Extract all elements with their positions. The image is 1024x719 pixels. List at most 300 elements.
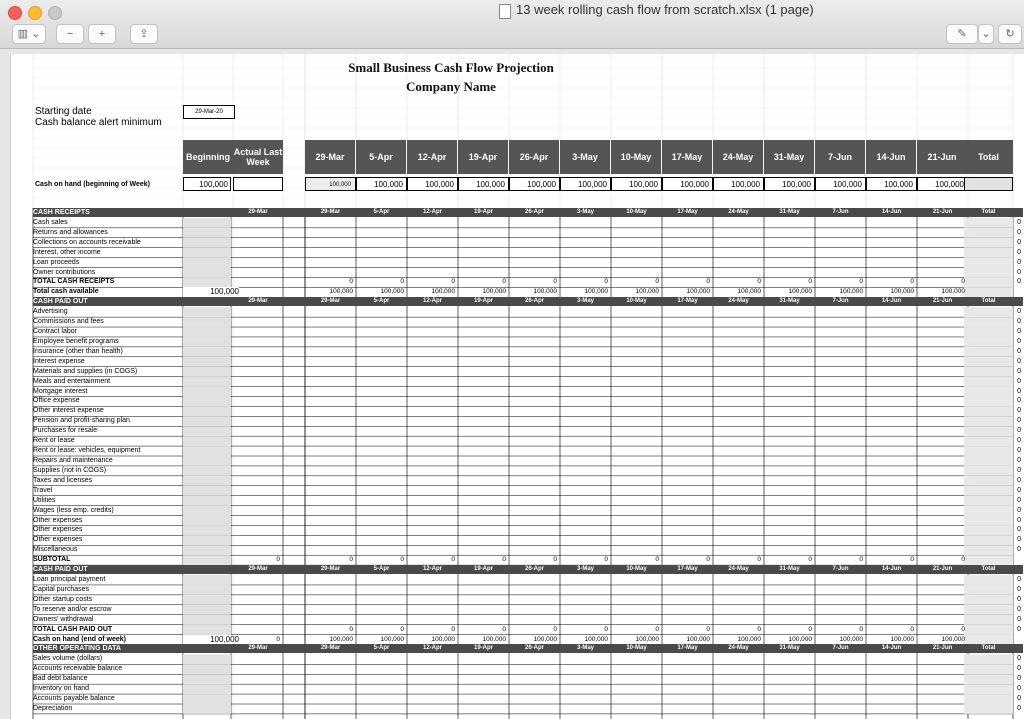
shaded-cell bbox=[183, 416, 231, 426]
row-label: Rent or lease: vehicles, equipment bbox=[33, 447, 141, 455]
shaded-cell bbox=[964, 516, 1013, 526]
shaded-cell bbox=[183, 406, 231, 416]
row-label: Materials and supplies (in COGS) bbox=[33, 367, 138, 375]
section-header-date: 5-Apr bbox=[373, 298, 390, 305]
rotate-button[interactable]: ↻ bbox=[998, 24, 1022, 44]
row-label: SUBTOTAL bbox=[33, 556, 71, 564]
shaded-cell bbox=[183, 476, 231, 486]
shaded-cell bbox=[183, 694, 231, 704]
zoom-window-button[interactable] bbox=[48, 6, 62, 20]
shaded-cell bbox=[964, 327, 1013, 337]
row-label: Owners' withdrawal bbox=[33, 615, 94, 623]
row-total-value: 0 bbox=[1017, 496, 1021, 504]
section-header-label: OTHER OPERATING DATA bbox=[33, 645, 121, 653]
row-week-value: 0 bbox=[604, 625, 608, 633]
section-header-date: 19-Apr bbox=[473, 298, 493, 305]
shaded-cell bbox=[183, 377, 231, 387]
starting-date-label: Starting date bbox=[35, 106, 92, 117]
row-label: Meals and entertainment bbox=[33, 377, 111, 385]
section-header-date: 26-Apr bbox=[524, 645, 544, 652]
row-label: TOTAL CASH PAID OUT bbox=[33, 625, 113, 633]
shaded-cell bbox=[964, 377, 1013, 387]
row-label: Total cash available bbox=[33, 288, 99, 296]
shaded-cell bbox=[183, 387, 231, 397]
sidebar-toggle-button[interactable]: ▥ ⌄ bbox=[12, 24, 46, 44]
shaded-cell bbox=[964, 436, 1013, 446]
row-label: Purchases for resale bbox=[33, 427, 98, 435]
shaded-cell bbox=[964, 347, 1013, 357]
row-total-value: 0 bbox=[1017, 655, 1021, 663]
section-header-date: 10-May bbox=[626, 209, 647, 215]
shaded-cell bbox=[183, 466, 231, 476]
shaded-cell bbox=[183, 228, 231, 238]
shaded-cell bbox=[183, 486, 231, 496]
shaded-cell bbox=[964, 525, 1013, 535]
row-label: Returns and allowances bbox=[33, 228, 108, 236]
cash-on-hand-week: 100,000 bbox=[407, 177, 458, 191]
row-label: Advertising bbox=[33, 308, 68, 316]
section-header-date: 21-Jun bbox=[932, 645, 953, 652]
row-week-value: 0 bbox=[502, 625, 506, 633]
col-actual-header: Actual Last Week bbox=[233, 140, 283, 174]
row-week-value: 100,000 bbox=[890, 635, 914, 643]
section-header-total: Total bbox=[981, 209, 996, 215]
row-week-value: 100,000 bbox=[788, 635, 812, 643]
company-name: Company Name bbox=[406, 79, 496, 94]
close-window-button[interactable] bbox=[8, 6, 22, 20]
row-label: Travel bbox=[33, 486, 53, 494]
shaded-cell bbox=[183, 436, 231, 446]
row-week-value: 0 bbox=[757, 625, 761, 633]
section-header-date: 26-Apr bbox=[524, 209, 544, 215]
section-header-date: 14-Jun bbox=[881, 645, 902, 652]
row-total-value: 0 bbox=[1017, 615, 1021, 623]
cash-on-hand-beginning: 100,000 bbox=[183, 177, 231, 191]
row-week-value: 0 bbox=[400, 625, 404, 633]
row-week-value: 100,000 bbox=[890, 288, 914, 296]
row-total-value: 0 bbox=[1017, 466, 1021, 474]
row-week-value: 0 bbox=[910, 556, 914, 564]
row-week-value: 0 bbox=[910, 278, 914, 286]
row-week-value: 100,000 bbox=[788, 288, 812, 296]
row-label: Taxes and licenses bbox=[33, 476, 93, 484]
row-label: Other expenses bbox=[33, 516, 83, 524]
row-total-value: 0 bbox=[1017, 457, 1021, 464]
shaded-cell bbox=[964, 466, 1013, 476]
row-week-value: 100,000 bbox=[482, 288, 506, 296]
row-label: Repairs and maintenance bbox=[33, 457, 113, 464]
row-week-value: 0 bbox=[655, 625, 659, 633]
row-label: Insurance (other than health) bbox=[33, 347, 123, 355]
section-header-date: 24-May bbox=[728, 298, 749, 305]
row-total-value: 0 bbox=[1017, 526, 1021, 534]
starting-date-cell: 29-Mar-20 bbox=[183, 105, 235, 119]
section-header-actual-date: 29-Mar bbox=[248, 298, 268, 305]
markup-button[interactable]: ✎ bbox=[946, 24, 978, 44]
row-label: Other expenses bbox=[33, 536, 83, 544]
section-header-date: 21-Jun bbox=[932, 566, 953, 573]
zoom-out-button[interactable]: − bbox=[56, 24, 84, 44]
shaded-cell bbox=[183, 595, 231, 605]
section-header-date: 19-Apr bbox=[473, 645, 493, 652]
section-header-actual-date: 29-Mar bbox=[248, 209, 268, 215]
section-header-date: 5-Apr bbox=[373, 566, 390, 573]
row-label: Mortgage interest bbox=[33, 387, 88, 395]
row-week-value: 100,000 bbox=[635, 288, 659, 296]
row-total-value: 0 bbox=[1017, 328, 1021, 336]
row-week-value: 0 bbox=[859, 278, 863, 286]
row-week-value: 100,000 bbox=[737, 635, 761, 643]
cash-on-hand-week: 100,000 bbox=[764, 177, 815, 191]
shaded-cell bbox=[183, 367, 231, 377]
shaded-cell bbox=[964, 506, 1013, 516]
minimize-window-button[interactable] bbox=[28, 6, 42, 20]
row-actual-value: 0 bbox=[276, 556, 280, 564]
row-week-value: 0 bbox=[859, 556, 863, 564]
section-header-total: Total bbox=[981, 645, 996, 652]
shaded-cell bbox=[183, 396, 231, 406]
row-total-value: 0 bbox=[1017, 278, 1021, 286]
section-header-date: 10-May bbox=[626, 645, 647, 652]
week-header: 14-Jun bbox=[866, 140, 916, 174]
section-header-label: CASH PAID OUT bbox=[33, 566, 88, 574]
document-icon bbox=[499, 4, 511, 19]
shaded-cell bbox=[964, 486, 1013, 496]
week-header: 21-Jun bbox=[917, 140, 967, 174]
section-header-date: 19-Apr bbox=[473, 209, 493, 215]
shaded-cell bbox=[183, 218, 231, 228]
share-button[interactable]: ⇪ bbox=[130, 24, 158, 44]
section-header-date: 21-Jun bbox=[932, 298, 953, 305]
shaded-cell bbox=[964, 684, 1013, 694]
shaded-cell bbox=[964, 674, 1013, 684]
section-header-total: Total bbox=[981, 298, 996, 305]
row-week-value: 0 bbox=[502, 278, 506, 286]
row-week-value: 0 bbox=[961, 278, 965, 286]
week-header: 10-May bbox=[611, 140, 661, 174]
row-week-value: 0 bbox=[553, 556, 557, 564]
week-header: 24-May bbox=[713, 140, 763, 174]
shaded-cell bbox=[964, 287, 1013, 297]
row-week-value: 0 bbox=[349, 278, 353, 286]
week-header: 29-Mar bbox=[305, 140, 355, 174]
row-week-value: 0 bbox=[553, 625, 557, 633]
section-header-date: 26-Apr bbox=[524, 566, 544, 573]
row-total-value: 0 bbox=[1017, 218, 1021, 226]
section-header-date: 17-May bbox=[677, 298, 698, 305]
shaded-cell bbox=[964, 357, 1013, 367]
shaded-cell bbox=[964, 387, 1013, 397]
shaded-cell bbox=[183, 585, 231, 595]
row-total-value: 0 bbox=[1017, 248, 1021, 256]
shaded-cell bbox=[964, 694, 1013, 704]
shaded-cell bbox=[183, 277, 231, 287]
row-total-value: 0 bbox=[1017, 397, 1021, 405]
row-label: Employee benefit programs bbox=[33, 337, 119, 345]
row-total-value: 0 bbox=[1017, 407, 1021, 415]
row-total-value: 0 bbox=[1017, 318, 1021, 326]
shaded-cell bbox=[964, 277, 1013, 287]
row-week-value: 0 bbox=[808, 556, 812, 564]
row-week-value: 0 bbox=[859, 625, 863, 633]
row-label: Capital purchases bbox=[33, 585, 90, 593]
row-label: Sales volume (dollars) bbox=[33, 655, 103, 663]
section-header-date: 7-Jun bbox=[832, 566, 849, 573]
section-header-date: 3-May bbox=[576, 645, 594, 652]
row-week-value: 0 bbox=[400, 556, 404, 564]
shaded-cell bbox=[183, 347, 231, 357]
row-week-value: 0 bbox=[604, 278, 608, 286]
shaded-cell bbox=[183, 337, 231, 347]
row-label: Other startup costs bbox=[33, 595, 93, 603]
section-header-date: 29-Mar bbox=[320, 298, 341, 305]
section-header-date: 29-Mar bbox=[320, 566, 341, 573]
shaded-cell bbox=[964, 704, 1013, 714]
shaded-cell bbox=[964, 585, 1013, 595]
shaded-cell bbox=[964, 238, 1013, 248]
row-label: Office expense bbox=[33, 397, 80, 405]
cash-on-hand-week: 100,000 bbox=[560, 177, 611, 191]
week-header: 12-Apr bbox=[407, 140, 457, 174]
section-header-date: 17-May bbox=[677, 566, 698, 573]
row-total-value: 0 bbox=[1017, 447, 1021, 455]
shaded-cell bbox=[964, 456, 1013, 466]
row-total-value: 0 bbox=[1017, 665, 1021, 673]
row-label: Owner contributions bbox=[33, 268, 96, 276]
section-header-date: 17-May bbox=[677, 645, 698, 652]
section-header-actual-date: 29-Mar bbox=[248, 645, 268, 652]
row-week-value: 100,000 bbox=[839, 635, 863, 643]
section-header-date: 24-May bbox=[728, 209, 749, 215]
row-label: Interest expense bbox=[33, 357, 85, 365]
row-total-value: 0 bbox=[1017, 625, 1021, 633]
row-total-value: 0 bbox=[1017, 685, 1021, 693]
row-total-value: 0 bbox=[1017, 486, 1021, 494]
row-total-value: 0 bbox=[1017, 675, 1021, 683]
row-total-value: 0 bbox=[1017, 705, 1021, 712]
shaded-cell bbox=[183, 674, 231, 684]
shaded-cell bbox=[183, 625, 231, 635]
shaded-cell bbox=[964, 258, 1013, 268]
shaded-cell bbox=[964, 337, 1013, 347]
sheet-title: Small Business Cash Flow Projection bbox=[348, 60, 554, 75]
section-header-date: 24-May bbox=[728, 645, 749, 652]
shaded-cell bbox=[183, 664, 231, 674]
row-week-value: 100,000 bbox=[941, 288, 965, 296]
col-total-header: Total bbox=[964, 140, 1013, 174]
section-header-total: Total bbox=[981, 566, 996, 573]
shaded-cell bbox=[964, 605, 1013, 615]
row-week-value: 100,000 bbox=[380, 635, 404, 643]
cash-on-hand-week: 100,000 bbox=[815, 177, 866, 191]
row-week-value: 0 bbox=[451, 625, 455, 633]
row-total-value: 0 bbox=[1017, 546, 1021, 554]
shaded-cell bbox=[183, 545, 231, 555]
row-week-value: 100,000 bbox=[941, 635, 965, 643]
row-total-value: 0 bbox=[1017, 377, 1021, 385]
shaded-cell bbox=[183, 248, 231, 258]
section-header-date: 12-Apr bbox=[422, 298, 442, 305]
row-label: Wages (less emp. credits) bbox=[33, 506, 114, 514]
row-total-value: 0 bbox=[1017, 337, 1021, 345]
row-week-value: 100,000 bbox=[431, 288, 455, 296]
row-label: Commissions and fees bbox=[33, 318, 104, 326]
row-week-value: 0 bbox=[502, 556, 506, 564]
row-week-value: 0 bbox=[604, 556, 608, 564]
section-header-date: 31-May bbox=[779, 566, 800, 573]
row-begin-value: 100,000 bbox=[183, 287, 239, 297]
section-header-date: 14-Jun bbox=[881, 298, 902, 305]
shaded-cell bbox=[964, 268, 1013, 278]
row-label: Miscellaneous bbox=[33, 546, 78, 554]
row-week-value: 0 bbox=[451, 556, 455, 564]
shaded-cell bbox=[964, 228, 1013, 238]
row-week-value: 0 bbox=[451, 278, 455, 286]
row-total-value: 0 bbox=[1017, 476, 1021, 484]
row-label: Other interest expense bbox=[33, 407, 104, 415]
cash-on-hand-week: 100,000 bbox=[713, 177, 764, 191]
spreadsheet-page bbox=[10, 54, 1024, 719]
row-label: TOTAL CASH RECEIPTS bbox=[33, 278, 115, 286]
cash-on-hand-week: 100,000 bbox=[611, 177, 662, 191]
section-header-date: 12-Apr bbox=[422, 209, 442, 215]
row-week-value: 0 bbox=[349, 556, 353, 564]
shaded-cell bbox=[183, 456, 231, 466]
row-label: Interest, other income bbox=[33, 248, 101, 256]
window-titlebar bbox=[0, 0, 1024, 49]
week-header: 17-May bbox=[662, 140, 712, 174]
cash-on-hand-week-1: 100,000 bbox=[305, 177, 356, 191]
week-header: 26-Apr bbox=[509, 140, 559, 174]
section-header-date: 21-Jun bbox=[932, 209, 953, 215]
shaded-cell bbox=[183, 496, 231, 506]
row-total-value: 0 bbox=[1017, 268, 1021, 276]
section-header-date: 14-Jun bbox=[881, 209, 902, 215]
shaded-cell bbox=[183, 615, 231, 625]
row-total-value: 0 bbox=[1017, 437, 1021, 445]
row-week-value: 0 bbox=[808, 278, 812, 286]
shaded-cell bbox=[964, 595, 1013, 605]
section-header-label: CASH PAID OUT bbox=[33, 298, 88, 306]
shaded-cell bbox=[183, 516, 231, 526]
shaded-cell bbox=[964, 396, 1013, 406]
cash-on-hand-week: 100,000 bbox=[458, 177, 509, 191]
markup-menu-button[interactable]: ⌄ bbox=[978, 24, 994, 44]
shaded-cell bbox=[183, 446, 231, 456]
shaded-cell bbox=[183, 654, 231, 664]
row-label: Cash sales bbox=[33, 218, 68, 226]
shaded-cell bbox=[964, 575, 1013, 585]
row-week-value: 100,000 bbox=[839, 288, 863, 296]
shaded-cell bbox=[183, 605, 231, 615]
section-header-date: 29-Mar bbox=[320, 209, 341, 215]
row-week-value: 100,000 bbox=[329, 635, 353, 643]
row-label: To reserve and/or escrow bbox=[33, 605, 112, 613]
section-header-date: 17-May bbox=[677, 209, 698, 215]
row-label: Accounts receivable balance bbox=[33, 665, 123, 673]
row-week-value: 0 bbox=[553, 278, 557, 286]
shaded-cell bbox=[183, 426, 231, 436]
shaded-cell bbox=[183, 535, 231, 545]
section-header-date: 7-Jun bbox=[832, 209, 849, 215]
shaded-cell bbox=[183, 258, 231, 268]
row-week-value: 0 bbox=[655, 278, 659, 286]
section-header-actual-date: 29-Mar bbox=[248, 566, 268, 573]
shaded-cell bbox=[183, 684, 231, 694]
row-week-value: 100,000 bbox=[533, 288, 557, 296]
section-header-label: CASH RECEIPTS bbox=[33, 209, 90, 216]
row-label: Cash on hand (end of week) bbox=[33, 635, 126, 643]
week-header: 31-May bbox=[764, 140, 814, 174]
section-header-date: 29-Mar bbox=[320, 645, 341, 652]
row-week-value: 0 bbox=[706, 278, 710, 286]
cash-on-hand-total bbox=[964, 177, 1013, 191]
row-label: Loan proceeds bbox=[33, 258, 80, 266]
row-label: Loan principal payment bbox=[33, 576, 106, 584]
row-total-value: 0 bbox=[1017, 228, 1021, 236]
section-header-date: 7-Jun bbox=[832, 645, 849, 652]
shaded-cell bbox=[964, 446, 1013, 456]
section-header-date: 31-May bbox=[779, 645, 800, 652]
row-total-value: 0 bbox=[1017, 585, 1021, 593]
row-label: Collections on accounts receivable bbox=[33, 238, 141, 246]
shaded-cell bbox=[964, 615, 1013, 625]
cash-on-hand-week: 100,000 bbox=[866, 177, 917, 191]
row-week-value: 100,000 bbox=[737, 288, 761, 296]
row-week-value: 100,000 bbox=[686, 288, 710, 296]
row-label: Contract labor bbox=[33, 328, 77, 336]
shaded-cell bbox=[183, 357, 231, 367]
shaded-cell bbox=[183, 238, 231, 248]
section-header-date: 7-Jun bbox=[832, 298, 849, 305]
shaded-cell bbox=[964, 635, 1013, 645]
section-header-date: 3-May bbox=[576, 566, 594, 573]
section-header-date: 10-May bbox=[626, 298, 647, 305]
row-week-value: 0 bbox=[400, 278, 404, 286]
shaded-cell bbox=[964, 307, 1013, 317]
shaded-cell bbox=[964, 406, 1013, 416]
week-header: 5-Apr bbox=[356, 140, 406, 174]
shaded-cell bbox=[183, 575, 231, 585]
row-week-value: 100,000 bbox=[533, 635, 557, 643]
shaded-cell bbox=[183, 307, 231, 317]
section-header-date: 5-Apr bbox=[373, 209, 390, 215]
shaded-cell bbox=[964, 496, 1013, 506]
zoom-in-button[interactable]: + bbox=[88, 24, 116, 44]
row-total-value: 0 bbox=[1017, 367, 1021, 375]
row-label: Pension and profit-sharing plan bbox=[33, 417, 130, 425]
section-header-date: 24-May bbox=[728, 566, 749, 573]
row-week-value: 0 bbox=[349, 625, 353, 633]
section-header-date: 14-Jun bbox=[881, 566, 902, 573]
cash-on-hand-label: Cash on hand (beginning of Week) bbox=[35, 181, 150, 188]
section-header-date: 3-May bbox=[576, 209, 594, 215]
shaded-cell bbox=[964, 625, 1013, 635]
shaded-cell bbox=[183, 555, 231, 565]
shaded-cell bbox=[964, 476, 1013, 486]
row-total-value: 0 bbox=[1017, 258, 1021, 266]
row-begin-value: 100,000 bbox=[183, 635, 239, 645]
section-header-date: 12-Apr bbox=[422, 645, 442, 652]
row-week-value: 0 bbox=[655, 556, 659, 564]
row-label: Other expenses bbox=[33, 526, 83, 534]
shaded-cell bbox=[183, 704, 231, 714]
section-header-date: 10-May bbox=[626, 566, 647, 573]
cash-on-hand-week: 100,000 bbox=[509, 177, 560, 191]
cash-alert-label: Cash balance alert minimum bbox=[35, 117, 162, 128]
row-week-value: 100,000 bbox=[686, 635, 710, 643]
shaded-cell bbox=[183, 268, 231, 278]
